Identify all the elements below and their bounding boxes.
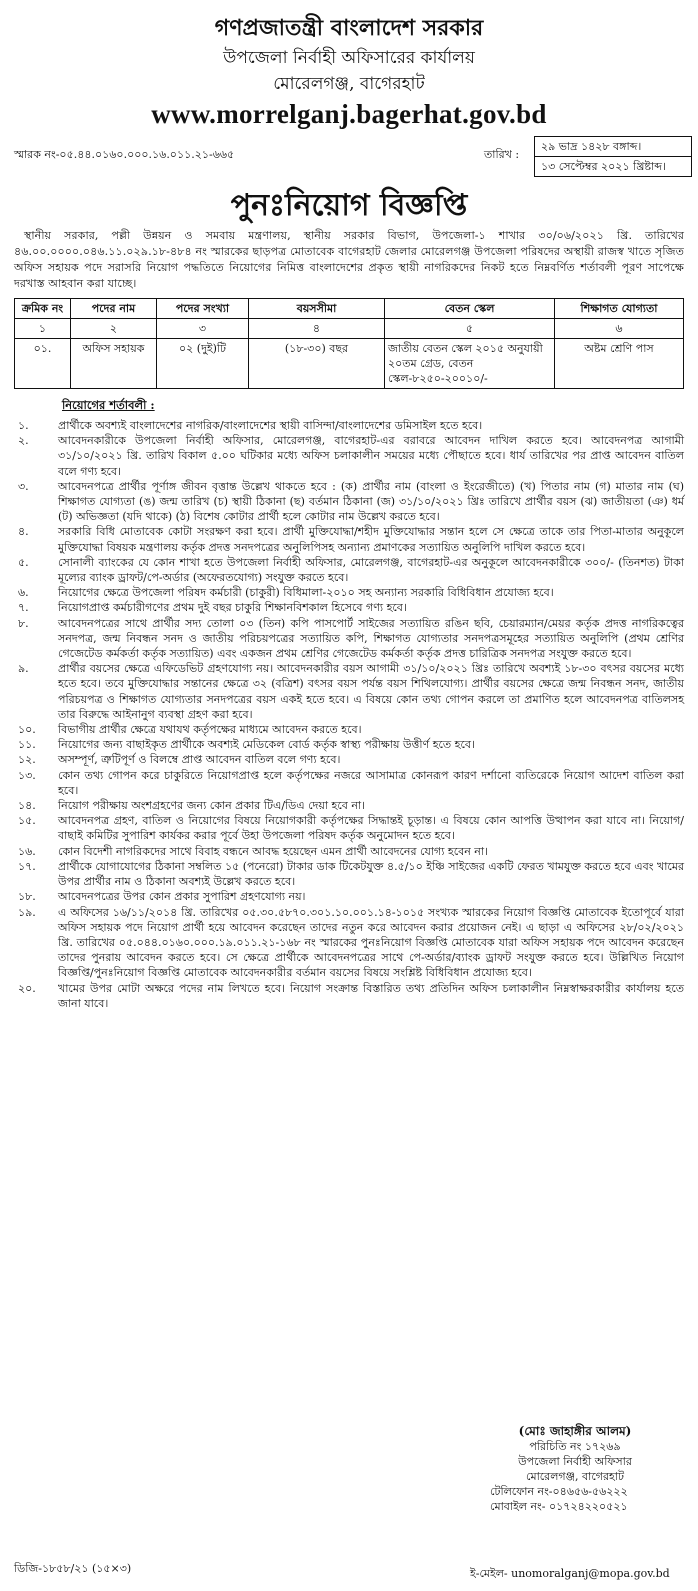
signatory-email: ই-মেইল- unomoralganj@mopa.gov.bd [470, 1567, 670, 1580]
condition-number: ১৯. [18, 905, 36, 919]
condition-number: ১০. [18, 723, 36, 737]
header-qualification: শিক্ষাগত যোগ্যতা [555, 299, 684, 319]
condition-item [14, 844, 684, 859]
condition-item [14, 722, 684, 737]
condition-item [14, 661, 684, 722]
notice-title: পুনঃনিয়োগ বিজ্ঞপ্তি [230, 188, 468, 223]
header-count: পদের সংখ্যা [157, 299, 249, 319]
date-box [534, 136, 692, 177]
condition-text: আবেদনকারীকে উপজেলা নির্বাহী অফিসার, মোরেলগঞ্জ, বাগেরহাট-এর বরাবরে আবেদন দাখিল করতে হবে। আবেদনপত্র আগামী ৩১/১০/২০২১ খ্রি. তারিখ বিকাল ৫.০০ ঘটিকার মধ্যে অফিস চলাকালীন সময়ের মধ্যে পৌছাতে হবে। ধার্য তারিখের পর প্রাপ্ত আবেদন বাতিল বলে গণ্য হবে। [58, 434, 684, 478]
condition-number: ১৪. [18, 799, 36, 813]
condition-text: নিয়োগপ্রাপ্ত কর্মচারীগণের প্রথম দুই বছর চাকুরি শিক্ষানবিশকাল হিসেবে গণ্য হবে। [58, 601, 407, 615]
condition-text: প্রার্থীকে অবশ্যই বাংলাদেশের নাগরিক/বাংলাদেশের স্থায়ী বাসিন্দা/বাংলাদেশের ডমিসাইল হতে হবে। [58, 419, 483, 432]
signatory-id: পরিচিতি নং ১৭২৬৯ [529, 1440, 621, 1453]
condition-number: ২০. [18, 981, 36, 995]
condition-number: ৬. [18, 586, 29, 600]
condition-number: ১২. [18, 753, 36, 767]
condition-item [14, 433, 684, 479]
date-label: তারিখ : [484, 148, 520, 161]
condition-text: কোন তথ্য গোপন করে চাকুরিতে নিয়োগপ্রাপ্ত হলে কর্তৃপক্ষের নজরে আসামাত্র কোনরূপ কারণ দর্শানো ব্যতিরেকে নিয়োগ আদেশ বাতিল করা হবে। [58, 768, 684, 797]
condition-item [14, 981, 684, 1011]
col-number: ৪ [249, 319, 385, 339]
col-number: ২ [71, 319, 157, 339]
signatory-phone: টেলিফোন নং-০৪৬৫৬-৫৬২২২ [490, 1485, 628, 1498]
condition-text: নিয়োগের জন্য বাছাইকৃত প্রার্থীকে অবশ্যই মেডিকেল বোর্ড কর্তৃক স্বাস্থ্য পরীক্ষায় উত্তীর্ণ হতে হবে। [58, 738, 475, 752]
condition-item [14, 768, 684, 798]
condition-item [14, 813, 684, 843]
post-table [14, 298, 684, 389]
condition-item [14, 737, 684, 752]
condition-number: ২. [18, 434, 29, 448]
condition-text: কোন বিদেশী নাগরিকদের সাথে বিবাহ বন্ধনে আবদ্ধ হয়েছেন এমন প্রার্থী আবেদনের যোগ্য হবেন না। [58, 844, 489, 858]
condition-item [14, 524, 684, 554]
office-name: উপজেলা নির্বাহী অফিসারের কার্যালয় [223, 48, 475, 68]
condition-number: ১৭. [18, 859, 36, 873]
condition-number: ১. [18, 419, 29, 432]
condition-number: ৭. [18, 601, 29, 615]
condition-text: নিয়োগ পরীক্ষায় অংশগ্রহণের জন্য কোন প্রকার টিএ/ডিএ দেয়া হবে না। [58, 799, 366, 813]
condition-number: ১১. [18, 738, 36, 752]
header-post: পদের নাম [71, 299, 157, 319]
col-number: ৬ [555, 319, 684, 339]
cell-qualification: অষ্টম শ্রেণি পাস [555, 339, 684, 389]
condition-item [14, 905, 684, 981]
condition-item [14, 798, 684, 813]
condition-text: এ অফিসের ১৬/১১/২০১৪ খ্রি. তারিখের ০৫.৩০.৫৮৭০.৩০১.১০.০০১.১৪-১০১৫ সংখ্যক স্মারকের নিয়োগ বিজ্ঞপ্তি মোতাবেক ইতোপূর্বে যারা অফিস সহায়ক পদে নিয়োগ প্রার্থী হয়ে আবেদন করেছেন তাদের নতুন করে আবেদন করার প্রয়োজন নেই। এ ছাড়া এ অফিসের ২৮/০২/২০২১ খ্রি. তারিখের ০৫.০৪৪.০১৬০.০০০.১৯.০১১.২১-১৬৮ নং স্মারকের পুনঃনিয়োগ বিজ্ঞপ্তি মোতাবেক যারা অফিস সহায়ক পদে আবেদন করেছেন তাদের পুনরায় আবেদন করতে হবে। সে ক্ষেত্রে প্রার্থীকে আবেদনপত্রের সাথে পে-অর্ডার/ব্যাংক ড্রাফট সংযুক্ত করতে হবে। উল্লিখিত নিয়োগ বিজ্ঞপ্তি/পুনঃনিয়োগ বিজ্ঞপ্তি মোতাবেক আবেদনকারীর বর্তমান বয়সের বিষয়ে সংশ্লিষ্ট বিধিবিধান প্রযোজ্য হবে। [58, 905, 684, 980]
cell-serial: ০১. [15, 339, 71, 389]
cell-count: ০২ (দুই)টি [157, 339, 249, 389]
cell-scale: জাতীয় বেতন স্কেল ২০১৫ অনুযায়ী ২০তম গ্রেড, বেতন স্কেল-৮২৫০-২০০১০/- [385, 339, 555, 389]
date-english: ১৩ সেপ্টেম্বর ২০২১ খ্রিষ্টাব্দ। [541, 160, 666, 173]
condition-text: সোনালী ব্যাংকের যে কোন শাখা হতে উপজেলা নির্বাহী অফিসার, মোরেলগঞ্জ, বাগেরহাট-এর অনুকূলে আবেদনকারীকে ৩০০/- (তিনশত) টাকা মূল্যের ব্যাংক ড্রাফট/পে-অর্ডার (অফেরতযোগ্য) সংযুক্ত করতে হবে। [58, 555, 684, 585]
condition-item [14, 479, 684, 525]
cell-age: (১৮-৩০) বছর [249, 339, 385, 389]
condition-item [14, 752, 684, 767]
condition-number: ৯. [18, 662, 29, 676]
col-number: ৩ [157, 319, 249, 339]
conditions-list [14, 418, 684, 1011]
signatory-name: (মোঃ জাহাঙ্গীর আলম) [518, 1424, 632, 1438]
condition-number: ১৬. [18, 844, 36, 858]
col-number: ১ [15, 319, 71, 339]
condition-number: ১৩. [18, 768, 36, 782]
condition-text: খামের উপর মোটা অক্ষরে পদের নাম লিখতে হবে। নিয়োগ সংক্রান্ত বিস্তারিত তথ্য প্রতিদিন অফিস চলাকালীন নিম্নস্বাক্ষরকারীর কার্যালয় হতে জানা যাবে। [58, 981, 684, 1010]
signatory-mobile: মোবাইল নং- ০১৭২৪২২০৫২১ [490, 1500, 628, 1513]
condition-number: ১৫. [18, 814, 36, 828]
condition-text: প্রার্থীর বয়সের ক্ষেত্রে এফিডেভিট গ্রহণযোগ্য নয়। আবেদনকারীর বয়স আগামী ৩১/১০/২০২১ খ্রিঃ তারিখে অবশ্যই ১৮-৩০ বৎসর বয়সের মধ্যে হতে হবে। তবে মুক্তিযোদ্ধার সন্তানের ক্ষেত্রে ৩২ (বত্রিশ) বৎসর বয়স পর্যন্ত বয়স শিথিলযোগ্য। প্রার্থীর বয়সের ক্ষেত্রে জন্ম নিবন্ধন সনদ, জাতীয় পরিচয়পত্র ও শিক্ষাগত যোগ্যতার সনদপত্রের বয়স একই হতে হবে। এ বিষয়ে কোন তথ্য গোপন করলে তা প্রমাণিত হলে আবেদনপত্র বাতিলসহ তার বিরুদ্ধে আইনানুগ ব্যবস্থা গ্রহণ করা হবে। [58, 662, 684, 721]
condition-number: ৫. [18, 555, 29, 569]
memo-row [14, 136, 684, 180]
government-name: গণপ্রজাতন্ত্রী বাংলাদেশ সরকার [214, 15, 484, 41]
condition-item [14, 889, 684, 904]
table-number-row [15, 319, 684, 339]
footer-code: ডিজি-১৮৫৮/২১ (১৫×৩) [14, 1562, 132, 1575]
intro-paragraph: স্থানীয় সরকার, পল্লী উন্নয়ন ও সমবায় মন্ত্রণালয়, স্থানীয় সরকার বিভাগ, উপজেলা-১ শাখার ৩০/০৬/২০২১ খ্রি. তারিখের ৪৬.০০.০০০০.০৪৬.১১.০২৯.১৮-৪৮৪ নং স্মারকের ছাড়পত্র মোতাবেক বাগেরহাট জেলার মোরেলগঞ্জ উপজেলা পরিষদের অস্থায়ী রাজস্ব খাতে সৃজিত অফিস সহায়ক পদে সরাসরি নিয়োগ পদ্ধতিতে নিয়োগের নিমিত্ত বাংলাদেশের প্রকৃত স্থায়ী নাগরিকদের নিকট হতে নিম্নবর্ণিত শর্তাবলী পূরণ সাপেক্ষে দরখাস্ত আহবান করা যাচ্ছে। [14, 229, 684, 290]
condition-item [14, 418, 684, 433]
header-scale: বেতন স্কেল [385, 299, 555, 319]
condition-item [14, 555, 684, 585]
memo-number: স্মারক নং-০৫.৪৪.০১৬০.০০০.১৬.০১১.২১-৬৬৫ [14, 148, 235, 161]
condition-text: নিয়োগের ক্ষেত্রে উপজেলা পরিষদ কর্মচারী (চাকুরী) বিধিমালা-২০১০ সহ অন্যান্য সরকারি বিধিবিধান প্রযোজ্য হবে। [58, 586, 554, 600]
condition-item [14, 585, 684, 600]
condition-text: অসম্পূর্ণ, ত্রুটিপূর্ণ ও বিলম্বে প্রাপ্ত আবেদন বাতিল বলে গণ্য হবে। [58, 753, 341, 767]
condition-text: আবেদনপত্রের উপর কোন প্রকার সুপারিশ গ্রহণযোগ্য নয়। [58, 890, 306, 904]
condition-item [14, 616, 684, 662]
letterhead [14, 14, 684, 130]
table-row [15, 339, 684, 389]
signatory-designation: উপজেলা নির্বাহী অফিসার [518, 1455, 632, 1468]
condition-text: প্রার্থীকে যোগাযোগের ঠিকানা সম্বলিত ১৫ (পনেরো) টাকার ডাক টিকেটযুক্ত ৪.৫/১০ ইঞ্চি সাইজের একটি ফেরত খামযুক্ত করতে হবে এবং খামের উপর প্রার্থীর নাম ও ঠিকানা অবশ্যই উল্লেখ করতে হবে। [58, 859, 684, 889]
table-header-row [15, 299, 684, 319]
header-serial: ক্রমিক নং [15, 299, 71, 319]
condition-text: আবেদনপত্র গ্রহণ, বাতিল ও নিয়োগের বিষয়ে নিয়োগকারী কর্তৃপক্ষের সিদ্ধান্তই চূড়ান্ত। এ বিষয়ে কোন আপত্তি উত্থাপন করা যাবে না। নিয়োগ/বাছাই কমিটির সুপারিশ কার্যকর করার পূর্বে উহা উপজেলা পরিষদ কর্তৃক অনুমোদন হতে হবে। [58, 814, 684, 843]
condition-item [14, 600, 684, 615]
header-age: বয়সসীমা [249, 299, 385, 319]
signatory-place: মোরেলগঞ্জ, বাগেরহাট [526, 1470, 624, 1483]
office-location: মোরেলগঞ্জ, বাগেরহাট [273, 74, 425, 94]
condition-text: আবেদনপত্রের সাথে প্রার্থীর সদ্য তোলা ০৩ (তিন) কপি পাসপোর্ট সাইজের সত্যায়িত রঙিন ছবি, চেয়ারম্যান/মেয়র কর্তৃক প্রদত্ত নাগরিকত্বের সনদপত্র, জন্ম নিবন্ধন সনদ ও জাতীয় পরিচয়পত্রের সত্যায়িত কপি, শিক্ষাগত যোগ্যতার সনদপত্রসমূহের সত্যায়িত অনুলিপি (প্রথম শ্রেণির গেজেটেড কর্মকর্তা কর্তৃক সত্যায়িত) এবং একজন প্রথম শ্রেণির গেজেটেড কর্মকর্তা কর্তৃক প্রদত্ত চারিত্রিক সনদপত্র সংযুক্ত করতে হবে। [58, 616, 684, 661]
signature-block [470, 1424, 680, 1514]
condition-number: ৩. [18, 479, 29, 493]
condition-number: ৪. [18, 525, 29, 539]
condition-number: ১৮. [18, 890, 36, 904]
website-url: www.morrelganj.bagerhat.gov.bd [151, 99, 547, 129]
condition-text: বিভাগীয় প্রার্থীর ক্ষেত্রে যথাযথ কর্তৃপক্ষের মাধ্যমে আবেদন করতে হবে। [58, 723, 362, 737]
condition-text: সরকারি বিধি মোতাবেক কোটা সংরক্ষণ করা হবে। প্রার্থী মুক্তিযোদ্ধা/শহীদ মুক্তিযোদ্ধার সন্তান হলে সে ক্ষেত্রে তাকে তার পিতা-মাতার অনুকূলে মুক্তিযোদ্ধা বিষয়ক মন্ত্রণালয় কর্তৃক প্রদত্ত সনদপত্রের অনুলিপিসহ অন্যান্য প্রমাণকের সত্যায়িত অনুলিপি দাখিল করতে হবে। [58, 525, 684, 554]
condition-text: আবেদনপত্রে প্রার্থীর পূর্ণাঙ্গ জীবন বৃত্তান্ত উল্লেখ থাকতে হবে : (ক) প্রার্থীর নাম (বাংলা ও ইংরেজীতে) (খ) পিতার নাম (গ) মাতার নাম (ঘ) শিক্ষাগত যোগ্যতা (ঙ) জন্ম তারিখ (চ) স্থায়ী ঠিকানা (ছ) বর্তমান ঠিকানা (জ) ৩১/১০/২০২১ খ্রিঃ তারিখে প্রার্থীর বয়স (ঝ) জাতীয়তা (ঞ) ধর্ম (ট) অভিজ্ঞতা (যদি থাকে) (ঠ) বিশেষ কোটার প্রার্থী হলে কোটার নাম উল্লেখ করতে হবে। [58, 479, 684, 524]
condition-item [14, 859, 684, 889]
condition-number: ৮. [18, 616, 29, 630]
date-bangla: ২৯ ভাদ্র ১৪২৮ বঙ্গাব্দ। [535, 137, 691, 157]
col-number: ৫ [385, 319, 555, 339]
cell-post: অফিস সহায়ক [71, 339, 157, 389]
conditions-title: নিয়োগের শর্তাবলী : [62, 398, 155, 412]
